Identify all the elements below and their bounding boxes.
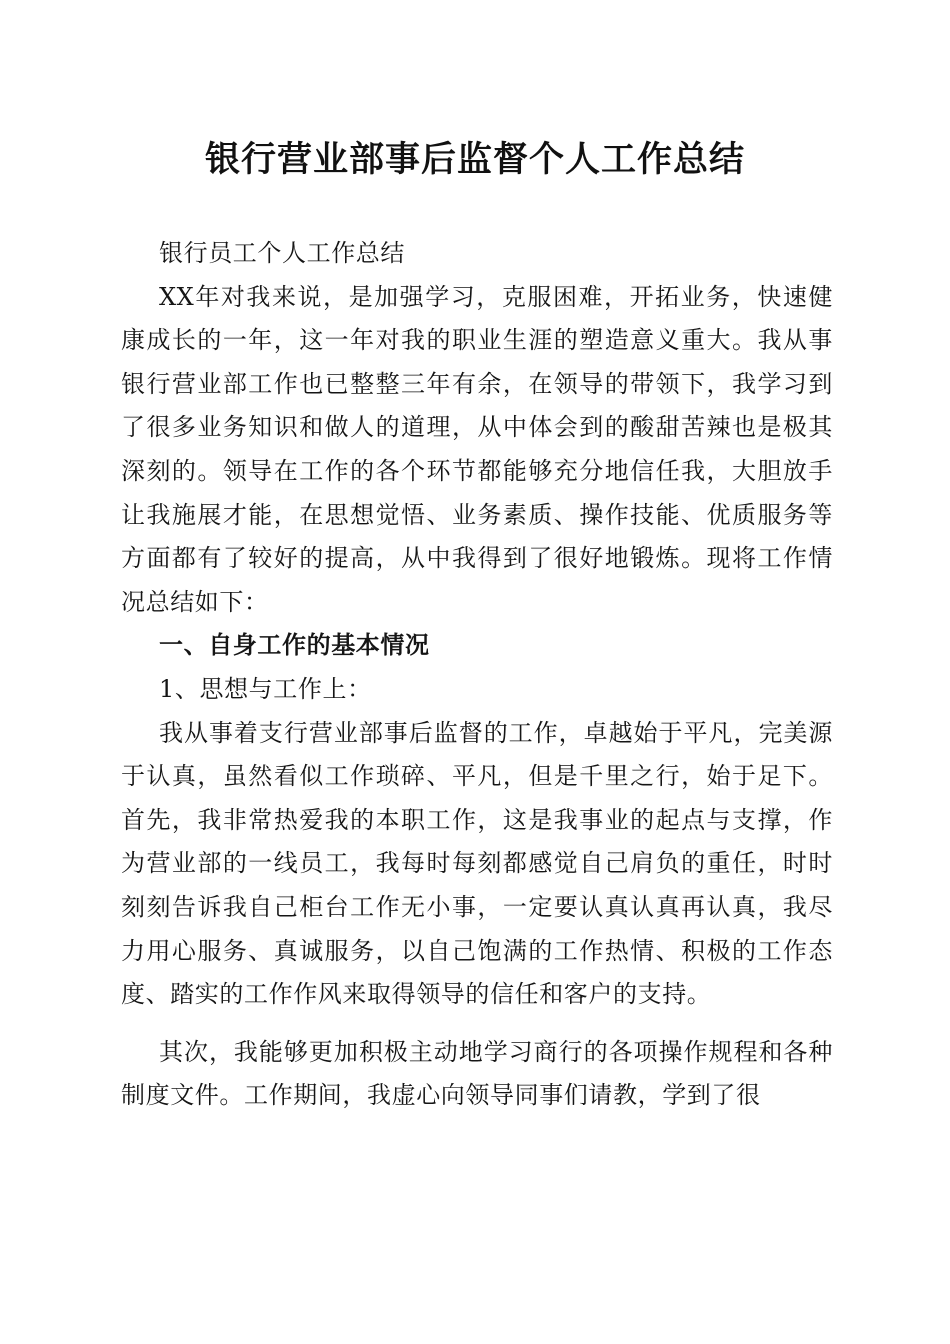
document-subtitle: 银行员工个人工作总结	[159, 239, 405, 267]
subsection-heading: 1、思想与工作上：	[159, 674, 372, 703]
section-heading: 一、自身工作的基本情况	[159, 631, 430, 660]
paragraph-learning: 其次，我能够更加积极主动地学习商行的各项操作规程和各种制度文件。工作期间，我虚心向领导同事们请教，学到了很	[121, 1037, 833, 1110]
paragraph-work-attitude: 我从事着支行营业部事后监督的工作，卓越始于平凡，完美源于认真，虽然看似工作琐碎、平凡，但是千里之行，始于足下。首先，我非常热爱我的本职工作，这是我事业的起点与支撑，作为营业部的一线员工，我每时每刻都感觉自己肩负的重任，时时刻刻告诉我自己柜台工作无小事，一定要认真认真再认真，我尽力用心服务、真诚服务，以自己饱满的工作热情、积极的工作态度、踏实的工作作风来取得领导的信任和客户的支持。	[121, 718, 833, 1009]
document-title: 银行营业部事后监督个人工作总结	[204, 139, 745, 180]
paragraph-intro: XX年对我来说，是加强学习，克服困难，开拓业务，快速健康成长的一年，这一年对我的职业生涯的塑造意义重大。我从事银行营业部工作也已整整三年有余，在领导的带领下，我学习到了很多业务知识和做人的道理，从中体会到的酸甜苦辣也是极其深刻的。领导在工作的各个环节都能够充分地信任我，大胆放手让我施展才能，在思想觉悟、业务素质、操作技能、优质服务等方面都有了较好的提高，从中我得到了很好地锻炼。现将工作情况总结如下：	[121, 282, 833, 616]
document-body	[121, 232, 833, 1118]
